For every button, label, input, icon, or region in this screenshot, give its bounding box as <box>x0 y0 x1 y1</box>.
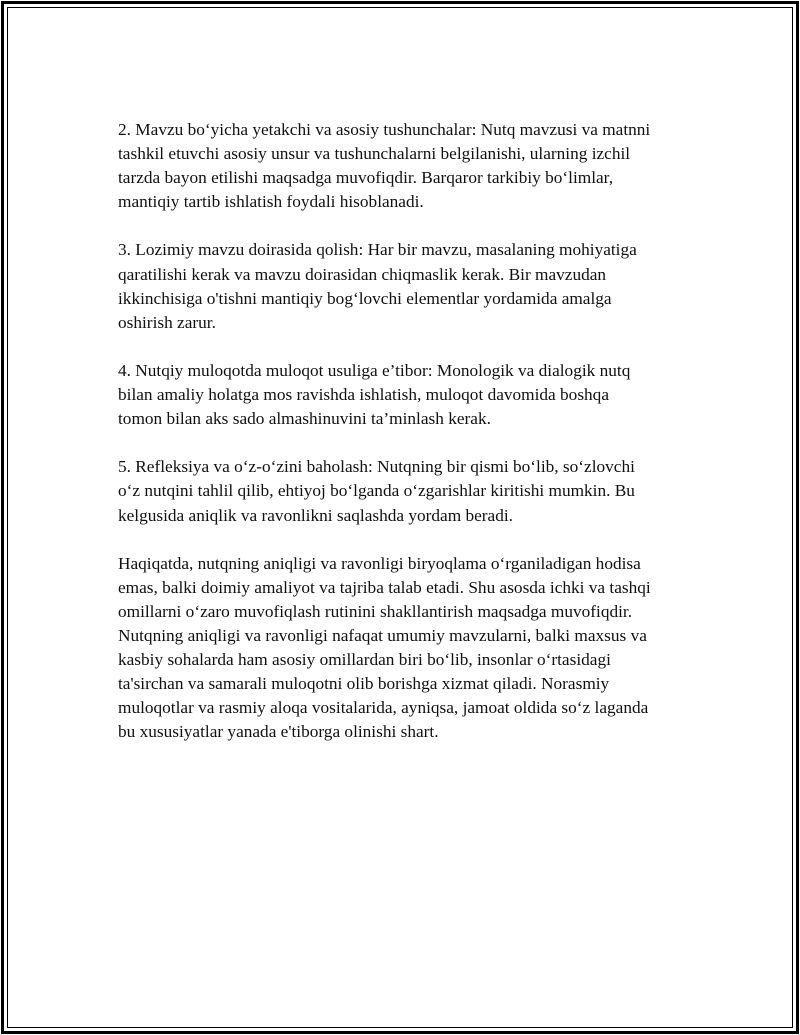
text-line: kelgusida aniqlik va ravonlikni saqlashda yordam beradi. <box>118 505 513 525</box>
text-line: bilan amaliy holatga mos ravishda ishlatish, muloqot davomida boshqa <box>118 385 609 405</box>
text-line: muloqotlar va rasmiy aloqa vositalarida, ayniqsa, jamoat oldida soʻz laganda <box>118 698 649 718</box>
text-line: tashkil etuvchi asosiy unsur va tushunchalarni belgilanishi, ularning izchil <box>118 144 631 164</box>
text-line: omillarni oʻzaro muvofiqlash rutinini shakllantirish maqsadga muvofiqdir. <box>118 601 633 621</box>
text-line: Haqiqatda, nutqning aniqligi va ravonligi biryoqlama oʻrganiladigan hodisa <box>118 553 641 573</box>
text-line: mantiqiy tartib ishlatish foydali hisoblanadi. <box>118 192 424 212</box>
paragraph-item-3 <box>118 238 758 334</box>
text-line: ikkinchisiga o'tishni mantiqiy bogʻlovchi elementlar yordamida amalga <box>118 288 612 308</box>
document-body <box>118 118 758 769</box>
text-line: qaratilishi kerak va mavzu doirasidan chiqmaslik kerak. Bir mavzudan <box>118 264 607 284</box>
text-line: kasbiy sohalarda ham asosiy omillardan biri boʻlib, insonlar oʻrtasidagi <box>118 650 611 670</box>
text-line: 5. Refleksiya va oʻz-oʻzini baholash: Nutqning bir qismi boʻlib, soʻzlovchi <box>118 457 635 477</box>
paragraph-conclusion <box>118 552 758 745</box>
text-line: bu xususiyatlar yanada e'tiborga olinishi shart. <box>118 722 439 742</box>
text-line: oshirish zarur. <box>118 312 216 332</box>
paragraph-item-5 <box>118 455 758 527</box>
text-line: tomon bilan aks sado almashinuvini ta’minlash kerak. <box>118 409 491 429</box>
text-line: 2. Mavzu boʻyicha yetakchi va asosiy tushunchalar: Nutq mavzusi va matnni <box>118 120 651 139</box>
text-line: ta'sirchan va samarali muloqotni olib borishga xizmat qiladi. Norasmiy <box>118 674 610 694</box>
paragraph-item-4 <box>118 359 758 431</box>
text-line: tarzda bayon etilishi maqsadga muvofiqdir. Barqaror tarkibiy boʻlimlar, <box>118 168 614 188</box>
text-line: 4. Nutqiy muloqotda muloqot usuliga e’tibor: Monologik va dialogik nutq <box>118 360 631 380</box>
text-line: Nutqning aniqligi va ravonligi nafaqat umumiy mavzularni, balki maxsus va <box>118 625 647 645</box>
paragraph-item-2 <box>118 118 758 214</box>
text-line: oʻz nutqini tahlil qilib, ehtiyoj boʻlganda oʻzgarishlar kiritishi mumkin. Bu <box>118 481 635 501</box>
text-line: emas, balki doimiy amaliyot va tajriba talab etadi. Shu asosda ichki va tashqi <box>118 577 651 597</box>
text-line: 3. Lozimiy mavzu doirasida qolish: Har bir mavzu, masalaning mohiyatiga <box>118 240 637 260</box>
